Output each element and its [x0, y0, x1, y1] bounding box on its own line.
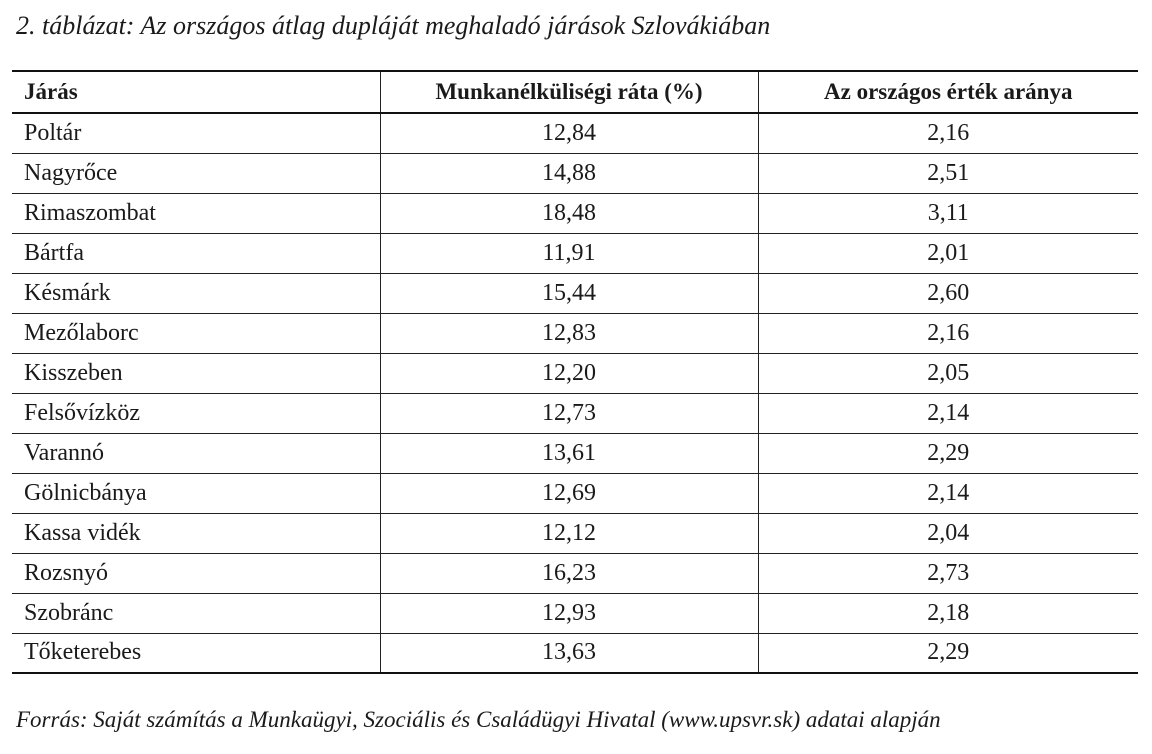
national-ratio-cell: 2,18: [758, 593, 1138, 633]
table-row: [12, 553, 1138, 593]
unemployment-rate-cell: 12,69: [380, 473, 758, 513]
table-row: [12, 433, 1138, 473]
unemployment-rate-cell: 12,73: [380, 393, 758, 433]
unemployment-rate-cell: 13,63: [380, 633, 758, 673]
national-ratio-cell: 2,14: [758, 473, 1138, 513]
table-row: [12, 633, 1138, 673]
source-note: Forrás: Saját számítás a Munkaügyi, Szociális és Családügyi Hivatal (www.upsvr.sk) adatai alapján: [16, 707, 941, 732]
table-row: [12, 113, 1138, 153]
table-row: [12, 473, 1138, 513]
district-cell: Varannó: [12, 433, 380, 473]
table-row: [12, 193, 1138, 233]
unemployment-rate-cell: 13,61: [380, 433, 758, 473]
national-ratio-cell: 2,29: [758, 633, 1138, 673]
header-unemployment-rate: Munkanélküliségi ráta (%): [380, 71, 758, 113]
national-ratio-cell: 2,51: [758, 153, 1138, 193]
table-header: [12, 71, 1138, 113]
district-cell: Mezőlaborc: [12, 313, 380, 353]
unemployment-rate-cell: 12,83: [380, 313, 758, 353]
district-cell: Tőketerebes: [12, 633, 380, 673]
table-row: [12, 273, 1138, 313]
national-ratio-cell: 2,04: [758, 513, 1138, 553]
table-row: [12, 153, 1138, 193]
district-cell: Rimaszombat: [12, 193, 380, 233]
national-ratio-cell: 2,73: [758, 553, 1138, 593]
table-row: [12, 513, 1138, 553]
unemployment-rate-cell: 12,93: [380, 593, 758, 633]
district-cell: Rozsnyó: [12, 553, 380, 593]
national-ratio-cell: 3,11: [758, 193, 1138, 233]
unemployment-rate-cell: 15,44: [380, 273, 758, 313]
unemployment-rate-cell: 18,48: [380, 193, 758, 233]
district-cell: Gölnicbánya: [12, 473, 380, 513]
national-ratio-cell: 2,29: [758, 433, 1138, 473]
header-national-ratio: Az országos érték aránya: [758, 71, 1138, 113]
unemployment-rate-cell: 16,23: [380, 553, 758, 593]
unemployment-table: [12, 70, 1138, 674]
national-ratio-cell: 2,01: [758, 233, 1138, 273]
national-ratio-cell: 2,16: [758, 113, 1138, 153]
district-cell: Nagyrőce: [12, 153, 380, 193]
table-body: [12, 113, 1138, 673]
table-row: [12, 393, 1138, 433]
national-ratio-cell: 2,60: [758, 273, 1138, 313]
table-row: [12, 313, 1138, 353]
district-cell: Bártfa: [12, 233, 380, 273]
header-district: Járás: [12, 71, 380, 113]
unemployment-rate-cell: 14,88: [380, 153, 758, 193]
header-row: [12, 71, 1138, 113]
national-ratio-cell: 2,16: [758, 313, 1138, 353]
district-cell: Poltár: [12, 113, 380, 153]
table-caption: 2. táblázat: Az országos átlag dupláját meghaladó járások Szlovákiában: [16, 11, 771, 40]
district-cell: Kassa vidék: [12, 513, 380, 553]
national-ratio-cell: 2,05: [758, 353, 1138, 393]
table-row: [12, 353, 1138, 393]
district-cell: Felsővízköz: [12, 393, 380, 433]
unemployment-rate-cell: 11,91: [380, 233, 758, 273]
table-row: [12, 593, 1138, 633]
unemployment-rate-cell: 12,20: [380, 353, 758, 393]
district-cell: Szobránc: [12, 593, 380, 633]
unemployment-rate-cell: 12,12: [380, 513, 758, 553]
unemployment-rate-cell: 12,84: [380, 113, 758, 153]
district-cell: Késmárk: [12, 273, 380, 313]
national-ratio-cell: 2,14: [758, 393, 1138, 433]
district-cell: Kisszeben: [12, 353, 380, 393]
table-row: [12, 233, 1138, 273]
